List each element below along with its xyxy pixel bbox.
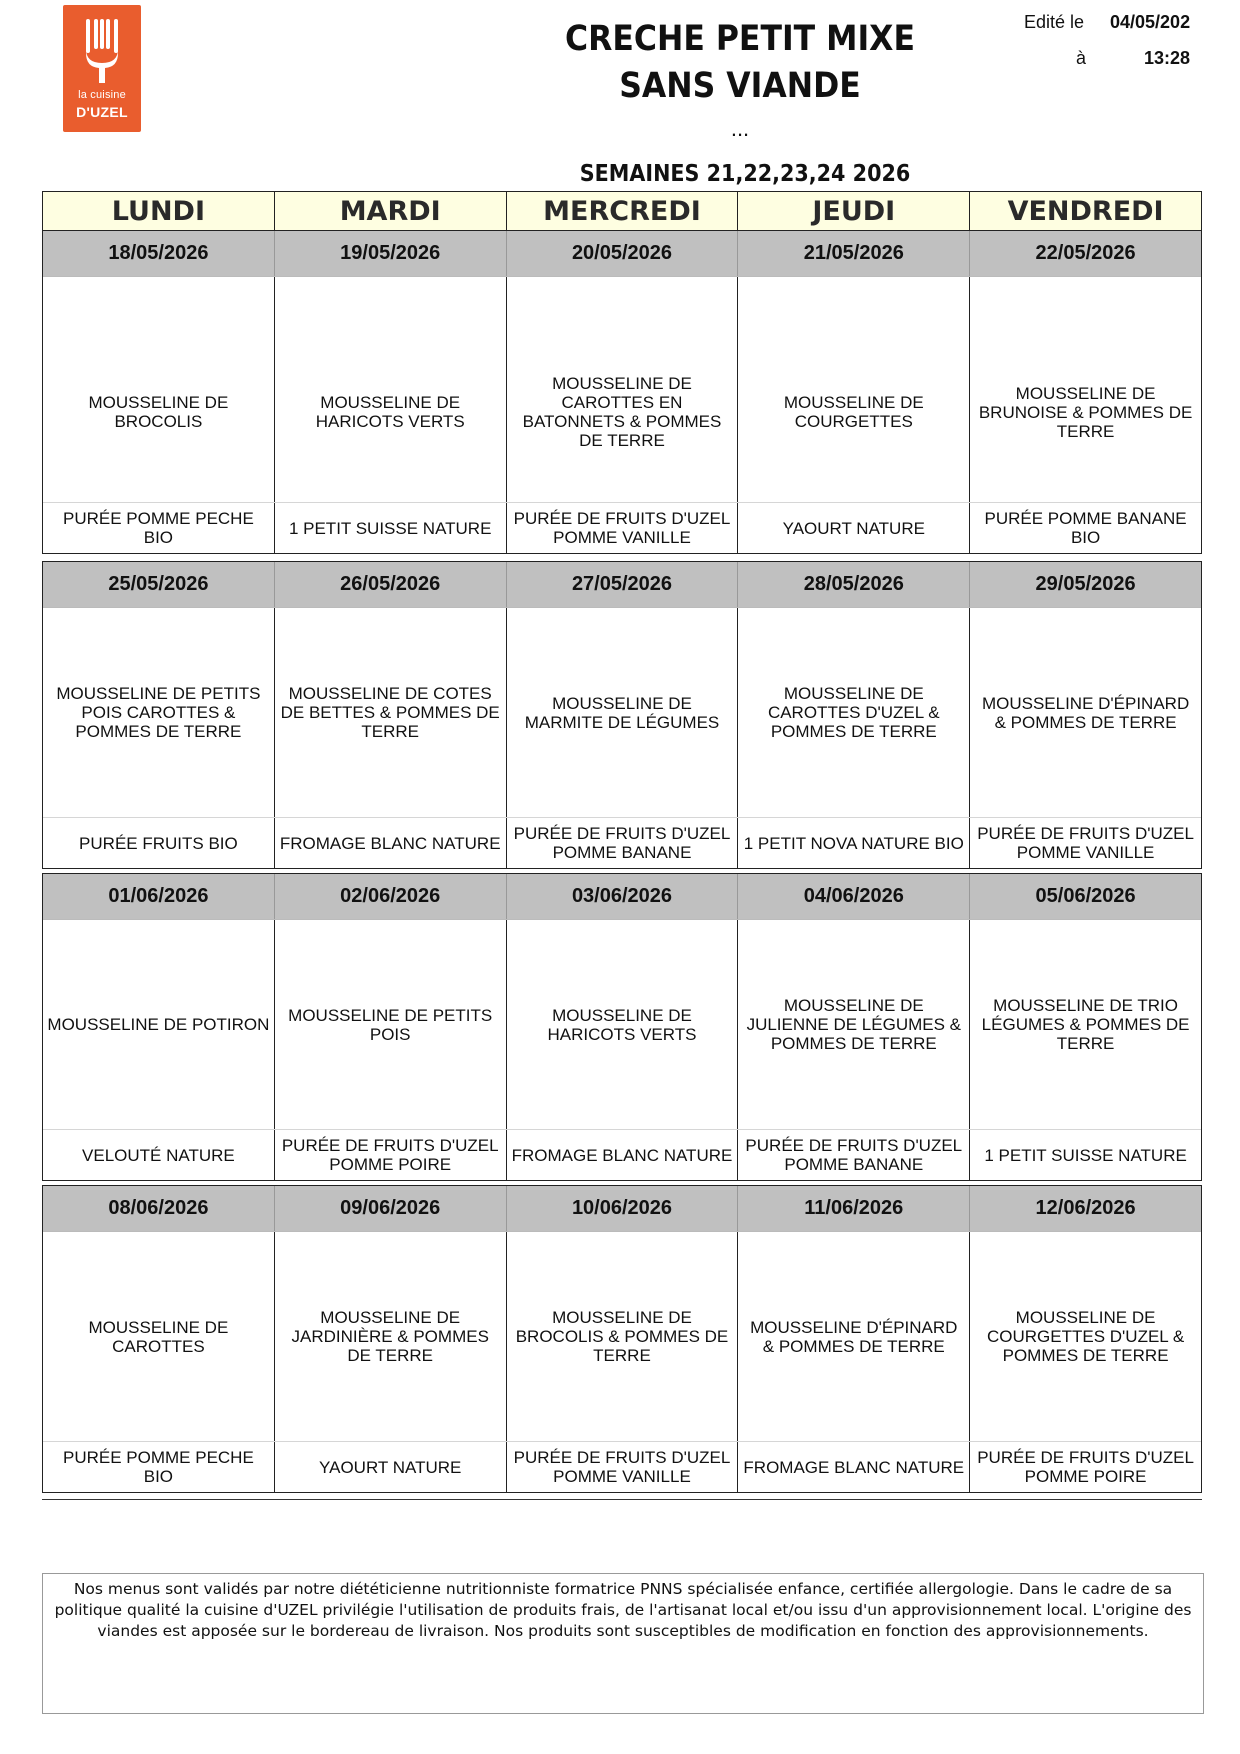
main-dish: MOUSSELINE D'ÉPINARD & POMMES DE TERRE	[969, 608, 1201, 817]
main-dish: MOUSSELINE DE PETITS POIS CAROTTES & POMMES DE TERRE	[56, 684, 261, 741]
edited-time: 13:28	[1144, 48, 1191, 68]
fork-icon	[63, 5, 141, 89]
date-cell: 05/06/2026	[969, 874, 1201, 919]
dessert: PURÉE DE FRUITS D'UZEL POMME POIRE	[274, 1130, 506, 1180]
date-cell: 25/05/2026	[108, 573, 209, 595]
dessert: PURÉE DE FRUITS D'UZEL POMME VANILLE	[969, 818, 1201, 868]
dessert: 1 PETIT SUISSE NATURE	[969, 1130, 1201, 1180]
dessert: PURÉE DE FRUITS D'UZEL POMME VANILLE	[506, 1442, 738, 1492]
page-subtitle: ...	[730, 116, 750, 141]
main-dish: MOUSSELINE DE COURGETTES	[737, 322, 969, 502]
main-dish: MOUSSELINE D'ÉPINARD & POMMES DE TERRE	[737, 1232, 969, 1441]
date-cell: 01/06/2026	[108, 885, 209, 907]
date-cell: 12/06/2026	[969, 1186, 1201, 1231]
dessert: PURÉE FRUITS BIO	[79, 833, 238, 853]
dessert: VELOUTÉ NATURE	[82, 1145, 235, 1165]
page-title: CRECHE PETIT MIXE SANS VIANDE	[564, 19, 915, 106]
main-dish: MOUSSELINE DE PETITS POIS	[274, 920, 506, 1129]
main-dish: MOUSSELINE DE JARDINIÈRE & POMMES DE TERRE	[274, 1232, 506, 1441]
main-dish: MOUSSELINE DE BROCOLIS & POMMES DE TERRE	[506, 1232, 738, 1441]
dessert: PURÉE POMME PECHE BIO	[62, 1448, 254, 1486]
date-cell: 18/05/2026	[108, 242, 209, 264]
day-header: VENDREDI	[969, 192, 1201, 230]
main-dish: MOUSSELINE DE BRUNOISE & POMMES DE TERRE	[969, 322, 1201, 502]
date-cell: 21/05/2026	[737, 231, 969, 276]
dessert: YAOURT NATURE	[274, 1442, 506, 1492]
date-cell: 26/05/2026	[274, 562, 506, 607]
day-header: MERCREDI	[506, 192, 738, 230]
edited-at-label: à	[1076, 48, 1087, 68]
dessert: 1 PETIT SUISSE NATURE	[274, 503, 506, 553]
dessert-row	[43, 502, 1201, 553]
main-dish-row	[43, 1232, 1201, 1441]
dessert: PURÉE POMME PECHE BIO	[62, 509, 254, 547]
date-cell: 04/06/2026	[737, 874, 969, 919]
date-cell: 20/05/2026	[506, 231, 738, 276]
dessert: FROMAGE BLANC NATURE	[506, 1130, 738, 1180]
week-block	[42, 873, 1202, 1181]
date-row	[43, 1186, 1201, 1232]
main-dish: MOUSSELINE DE COURGETTES D'UZEL & POMMES DE TERRE	[969, 1232, 1201, 1441]
dessert-row	[43, 1129, 1201, 1180]
dessert: PURÉE POMME BANANE BIO	[969, 503, 1201, 553]
date-cell: 09/06/2026	[274, 1186, 506, 1231]
brand-logo	[63, 5, 141, 132]
main-dish: MOUSSELINE DE CAROTTES D'UZEL & POMMES DE TERRE	[737, 608, 969, 817]
weeks-title: SEMAINES 21,22,23,24 2026	[579, 161, 911, 187]
main-dish-row	[43, 322, 1201, 502]
logo-text-line2: D'UZEL	[76, 104, 128, 120]
dessert-row	[43, 817, 1201, 868]
date-cell: 29/05/2026	[969, 562, 1201, 607]
dessert: PURÉE DE FRUITS D'UZEL POMME POIRE	[969, 1442, 1201, 1492]
date-row	[43, 231, 1201, 277]
main-dish-row	[43, 920, 1201, 1129]
day-header: MARDI	[274, 192, 506, 230]
day-header-row	[42, 191, 1202, 231]
date-cell: 11/06/2026	[737, 1186, 969, 1231]
main-dish: MOUSSELINE DE MARMITE DE LÉGUMES	[506, 608, 738, 817]
dessert: 1 PETIT NOVA NATURE BIO	[737, 818, 969, 868]
main-dish: MOUSSELINE DE BROCOLIS	[88, 393, 229, 431]
main-dish: MOUSSELINE DE HARICOTS VERTS	[506, 920, 738, 1129]
date-cell: 03/06/2026	[506, 874, 738, 919]
dessert: FROMAGE BLANC NATURE	[274, 818, 506, 868]
edited-date: 04/05/202	[1110, 12, 1191, 32]
main-dish: MOUSSELINE DE HARICOTS VERTS	[274, 322, 506, 502]
week-block	[42, 1185, 1202, 1493]
date-row	[43, 874, 1201, 920]
date-row	[43, 562, 1201, 608]
week-block	[42, 230, 1202, 554]
main-dish: MOUSSELINE DE CAROTTES	[88, 1317, 229, 1356]
date-cell: 22/05/2026	[969, 231, 1201, 276]
spacer-row	[43, 277, 1201, 322]
date-cell: 08/06/2026	[108, 1197, 209, 1219]
footer-notice: Nos menus sont validés par notre diététicienne nutritionniste formatrice PNNS spécialisée enfance, certifiée allergologie. Dans le cadre de sa politique qualité la cuisine d'UZEL privilégie l'utilisation de produits frais, de l'artisanat local et/ou issu d'un approvisionnement local. L'origine des viandes est apposée sur le bordereau de livraison. Nos produits sont susceptibles de modification en fonction des approvisionnements.	[42, 1573, 1204, 1714]
main-dish: MOUSSELINE DE JULIENNE DE LÉGUMES & POMMES DE TERRE	[737, 920, 969, 1129]
day-header: JEUDI	[737, 192, 969, 230]
day-header: LUNDI	[111, 196, 206, 227]
date-cell: 19/05/2026	[274, 231, 506, 276]
date-cell: 10/06/2026	[506, 1186, 738, 1231]
date-cell: 27/05/2026	[506, 562, 738, 607]
dessert-row	[43, 1441, 1201, 1492]
dessert: PURÉE DE FRUITS D'UZEL POMME VANILLE	[506, 503, 738, 553]
edited-label: Edité le	[1024, 12, 1085, 32]
week-block	[42, 561, 1202, 869]
divider	[42, 1499, 1202, 1500]
main-dish: MOUSSELINE DE POTIRON	[47, 1015, 270, 1034]
main-dish: MOUSSELINE DE TRIO LÉGUMES & POMMES DE TERRE	[969, 920, 1201, 1129]
dessert: PURÉE DE FRUITS D'UZEL POMME BANANE	[506, 818, 738, 868]
date-cell: 28/05/2026	[737, 562, 969, 607]
dessert: PURÉE DE FRUITS D'UZEL POMME BANANE	[737, 1130, 969, 1180]
main-dish: MOUSSELINE DE COTES DE BETTES & POMMES DE TERRE	[274, 608, 506, 817]
dessert: YAOURT NATURE	[737, 503, 969, 553]
date-cell: 02/06/2026	[274, 874, 506, 919]
dessert: FROMAGE BLANC NATURE	[737, 1442, 969, 1492]
main-dish-row	[43, 608, 1201, 817]
main-dish: MOUSSELINE DE CAROTTES EN BATONNETS & POMMES DE TERRE	[506, 322, 738, 502]
logo-text-line1: la cuisine	[78, 89, 126, 101]
